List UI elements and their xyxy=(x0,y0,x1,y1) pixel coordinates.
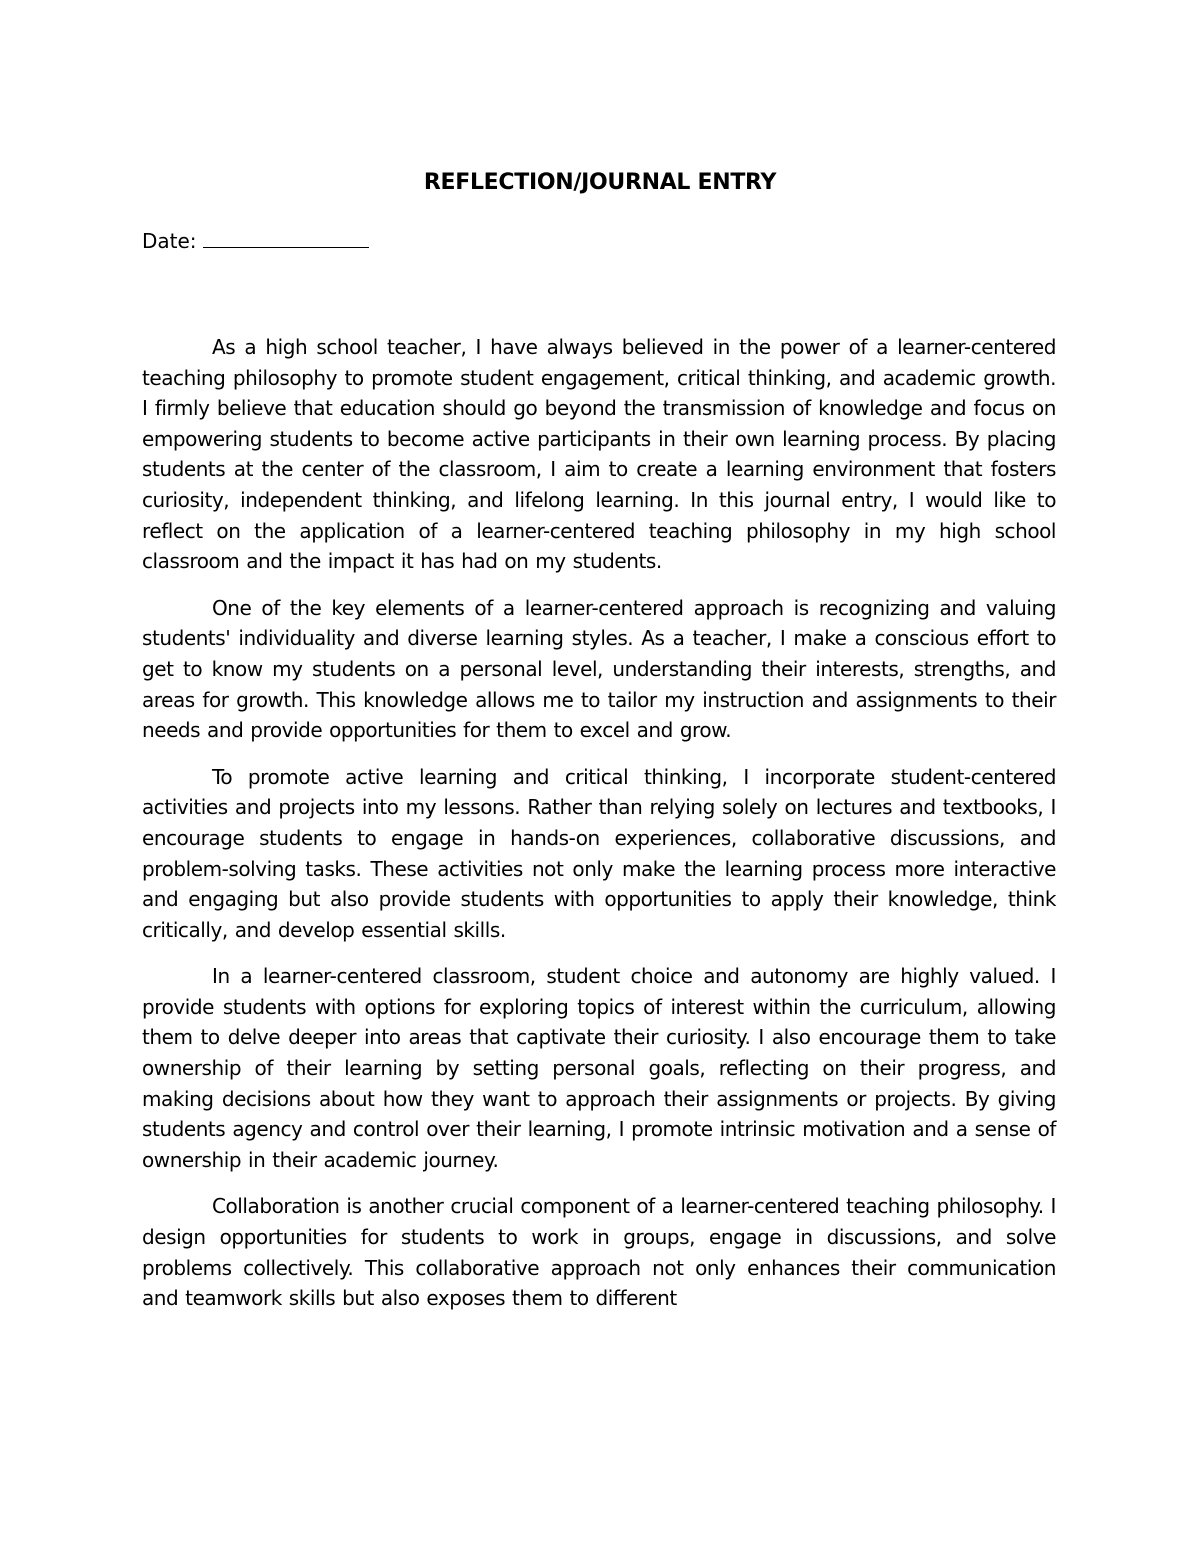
date-blank-line xyxy=(203,229,369,248)
paragraph-1: As a high school teacher, I have always believed in the power of a learner-centered teaching philosophy to promote student engagement, critical thinking, and academic growth. I firmly believe that education should go beyond the transmission of knowledge and focus on empowering students to become active participants in their own learning process. By placing students at the center of the classroom, I aim to create a learning environment that fosters curiosity, independent thinking, and lifelong learning. In this journal entry, I would like to reflect on the application of a learner-centered teaching philosophy in my high school classroom and the impact it has had on my students. xyxy=(142,335,1056,574)
journal-body xyxy=(142,332,1056,1330)
paragraph-5: Collaboration is another crucial component of a learner-centered teaching philosophy. I design opportunities for students to work in groups, engage in discussions, and solve problems collectively. This collaborative approach not only enhances their communication and teamwork skills but also exposes them to different xyxy=(142,1194,1056,1311)
paragraph-2: One of the key elements of a learner-centered approach is recognizing and valuing students' individuality and diverse learning styles. As a teacher, I make a conscious effort to get to know my students on a personal level, understanding their interests, strengths, and areas for growth. This knowledge allows me to tailor my instruction and assignments to their needs and provide opportunities for them to excel and grow. xyxy=(142,595,1056,743)
page-title: REFLECTION/JOURNAL ENTRY xyxy=(423,170,777,195)
paragraph-3: To promote active learning and critical thinking, I incorporate student-centered activities and projects into my lessons. Rather than relying solely on lectures and textbooks, I encourage students to engage in hands-on experiences, collaborative discussions, and problem-solving tasks. These activities not only make the learning process more interactive and engaging but also provide students with opportunities to apply their knowledge, think critically, and develop essential skills. xyxy=(142,764,1056,942)
date-label: Date: xyxy=(142,229,197,253)
date-field xyxy=(142,229,369,253)
paragraph-4: In a learner-centered classroom, student choice and autonomy are highly valued. I provide students with options for exploring topics of interest within the curriculum, allowing them to delve deeper into areas that captivate their curiosity. I also encourage them to take ownership of their learning by setting personal goals, reflecting on their progress, and making decisions about how they want to approach their assignments or projects. By giving students agency and control over their learning, I promote intrinsic motivation and a sense of ownership in their academic journey. xyxy=(142,964,1056,1172)
